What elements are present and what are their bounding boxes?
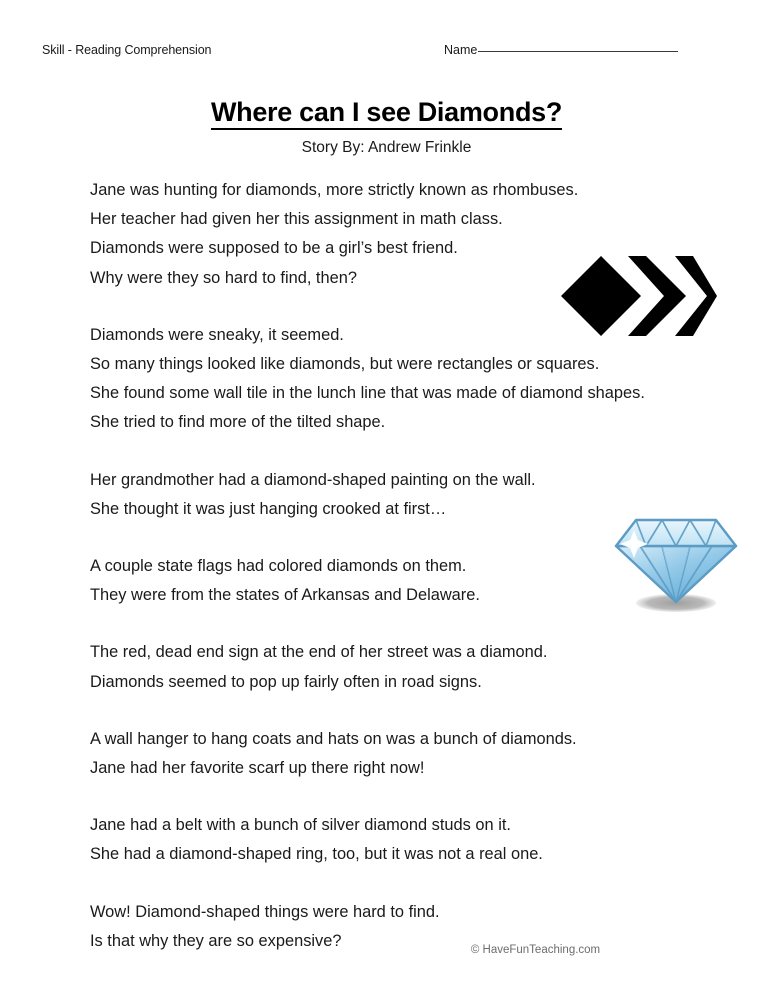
worksheet-header — [42, 43, 731, 65]
worksheet-footer — [0, 940, 773, 958]
name-label: Name — [444, 43, 478, 57]
copyright-text: © HaveFunTeaching.com — [470, 944, 601, 956]
story-line: Diamonds seemed to pop up fairly often in road signs. — [90, 672, 482, 691]
story-byline: Story By: Andrew Frinkle — [301, 139, 472, 157]
story-line: Jane had a belt with a bunch of silver diamond studs on it. — [90, 816, 511, 835]
story-line: Is that why they are so expensive? — [90, 931, 342, 950]
story-line: Jane had her favorite scarf up there right now! — [90, 759, 425, 778]
skill-label: Skill - Reading Comprehension — [42, 43, 212, 57]
story-line: Wow! Diamond-shaped things were hard to find. — [90, 902, 440, 921]
story-stanza — [90, 321, 750, 438]
blue-diamond-gem-icon — [608, 508, 740, 616]
story-line: A wall hanger to hang coats and hats on was a bunch of diamonds. — [90, 729, 577, 748]
name-write-line[interactable] — [478, 50, 678, 52]
story-stanza — [90, 811, 750, 869]
story-line: A couple state flags had colored diamonds on them. — [90, 557, 467, 576]
name-field-block — [444, 43, 678, 57]
story-line: She thought it was just hanging crooked at first… — [90, 499, 447, 518]
story-line: Why were they so hard to find, then? — [90, 268, 357, 287]
story-stanza — [90, 638, 750, 696]
story-line: They were from the states of Arkansas and Delaware. — [90, 586, 480, 605]
black-diamond-chevrons-icon — [560, 255, 718, 337]
title-block — [0, 97, 773, 157]
story-line: The red, dead end sign at the end of her street was a diamond. — [90, 643, 548, 662]
story-line: Diamonds were sneaky, it seemed. — [90, 325, 344, 344]
story-line: Jane was hunting for diamonds, more strictly known as rhombuses. — [90, 181, 579, 199]
page-title: Where can I see Diamonds? — [211, 97, 562, 130]
story-line: She tried to find more of the tilted shape. — [90, 413, 386, 432]
story-line: So many things looked like diamonds, but were rectangles or squares. — [90, 355, 600, 374]
story-line: Her grandmother had a diamond-shaped painting on the wall. — [90, 470, 536, 489]
story-line: Diamonds were supposed to be a girl’s best friend. — [90, 239, 458, 258]
story-line: She found some wall tile in the lunch line that was made of diamond shapes. — [90, 384, 645, 403]
story-stanza — [90, 725, 750, 783]
story-line: She had a diamond-shaped ring, too, but it was not a real one. — [90, 845, 543, 864]
story-line: Her teacher had given her this assignment in math class. — [90, 210, 503, 229]
